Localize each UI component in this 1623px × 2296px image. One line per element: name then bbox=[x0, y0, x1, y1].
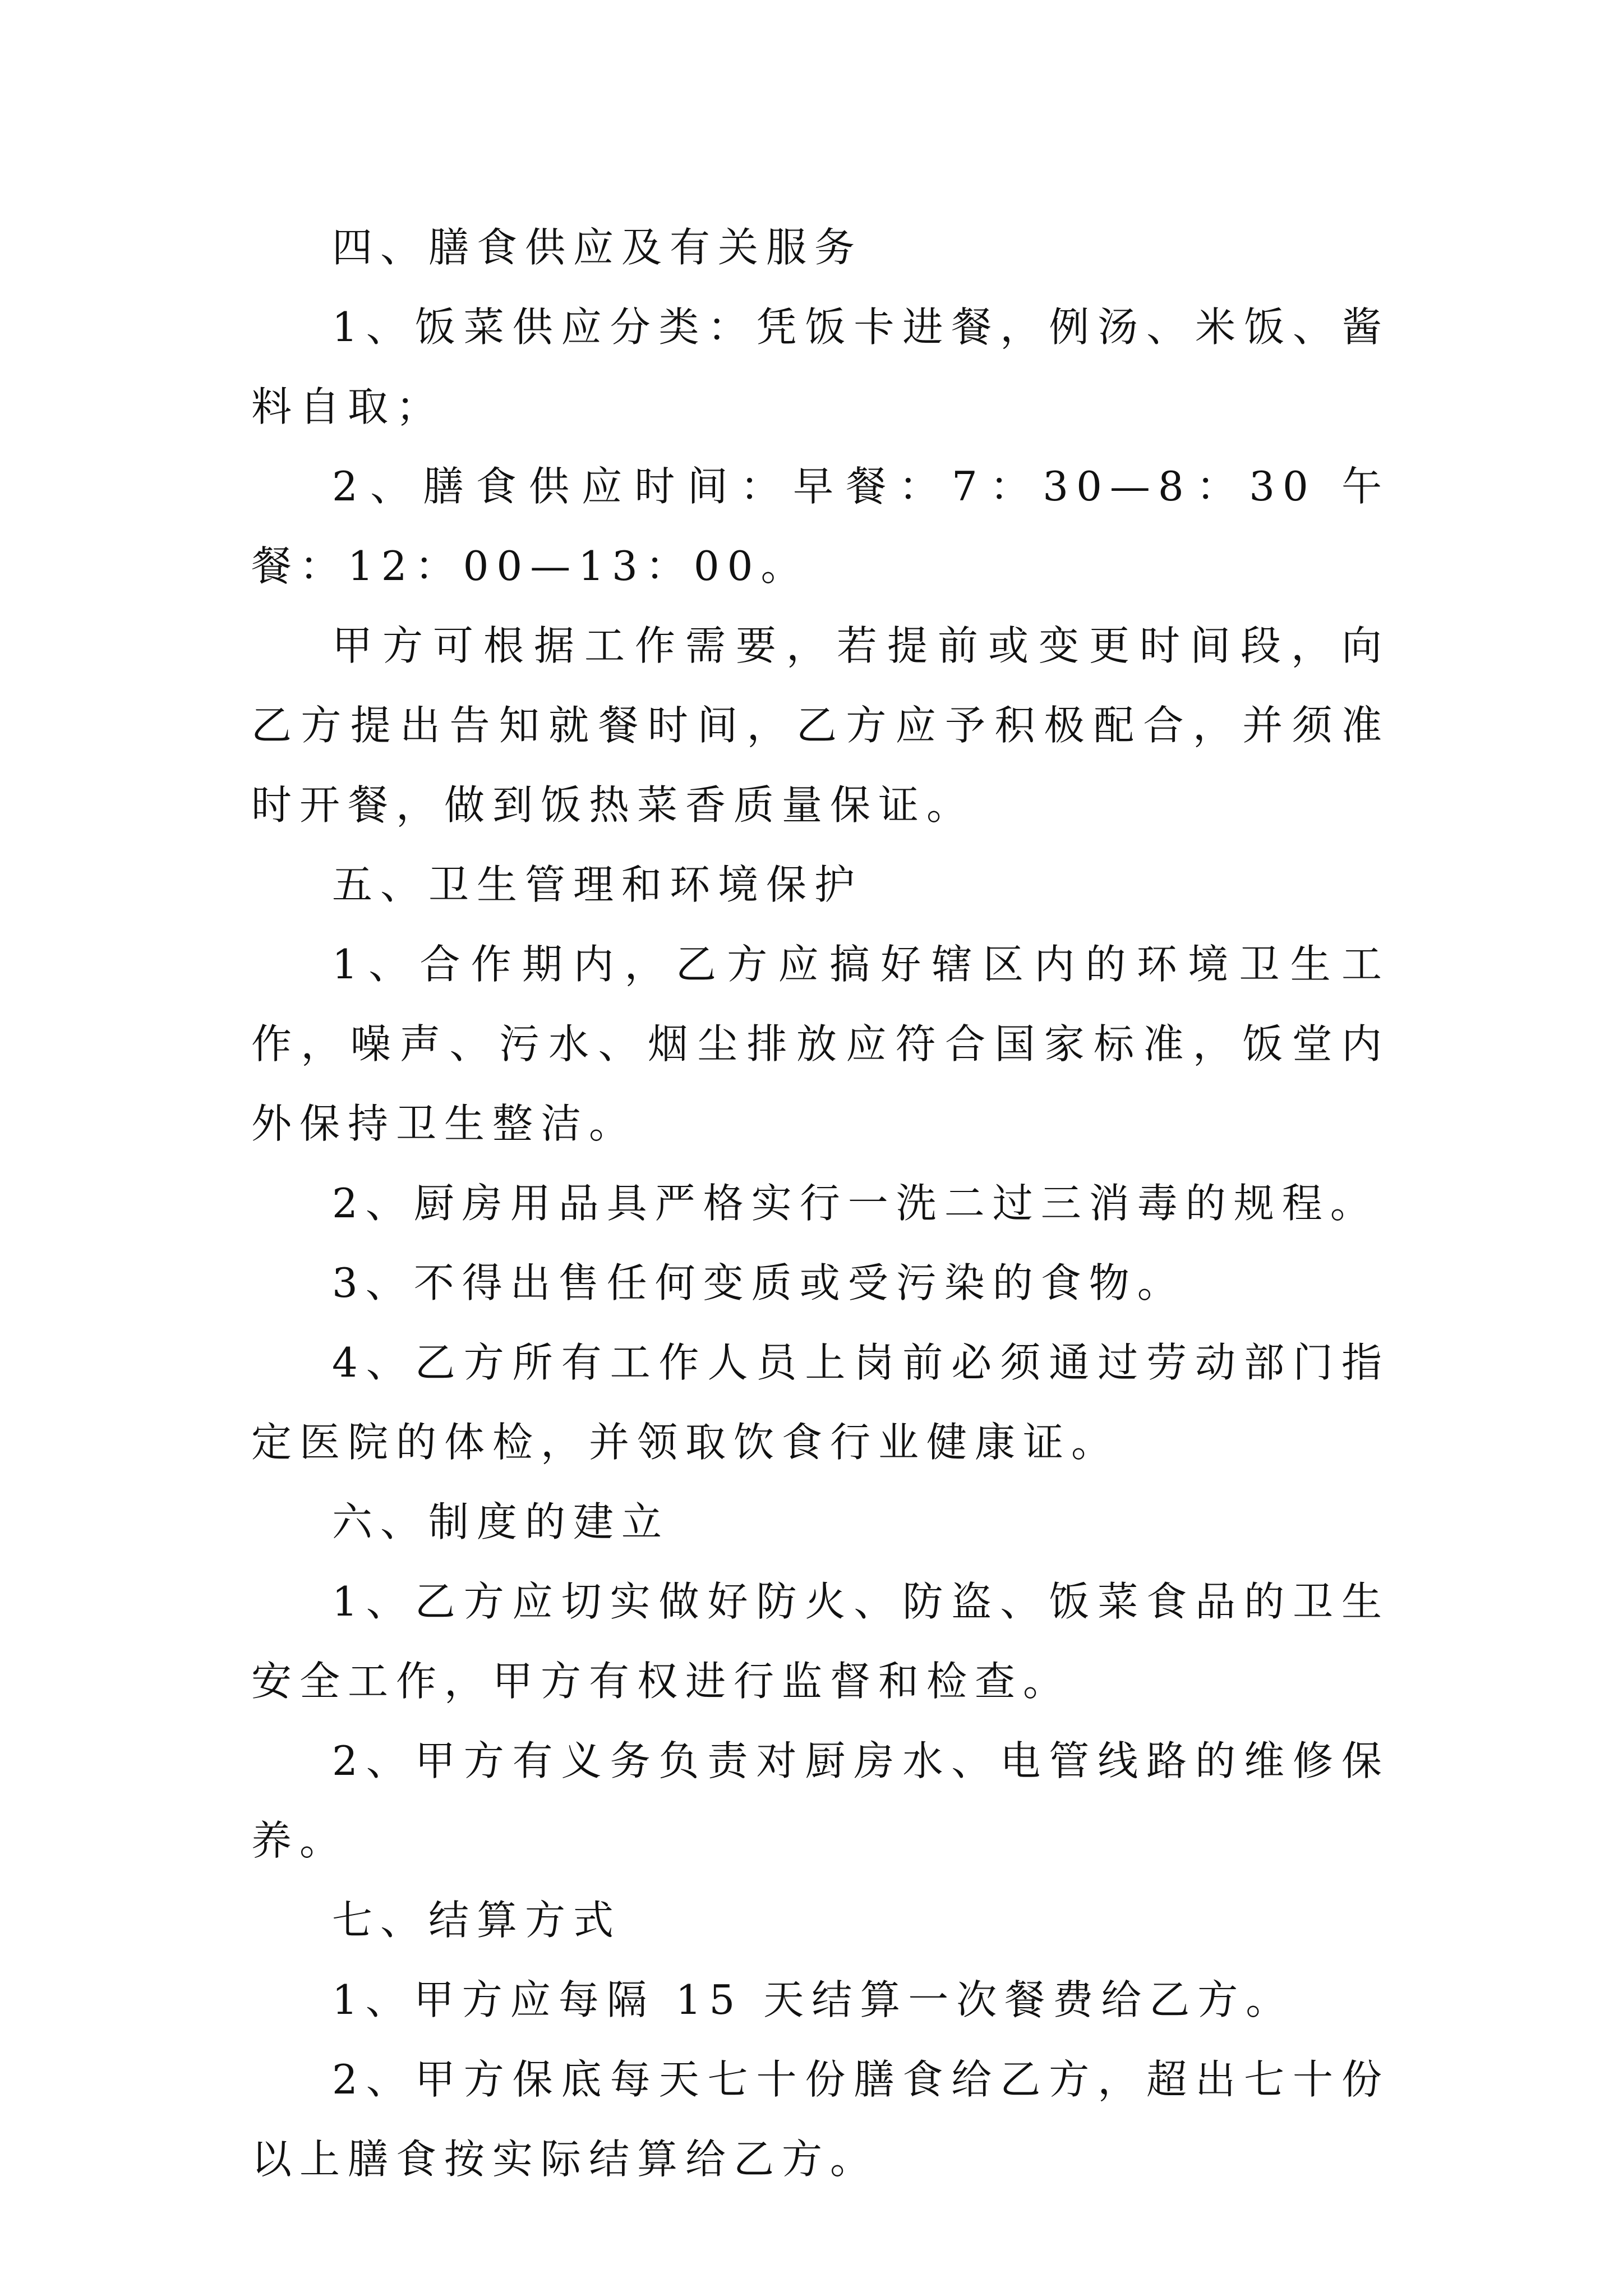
paragraph-meal-categories: 1、饭菜供应分类：凭饭卡进餐，例汤、米饭、酱料自取； bbox=[251, 303, 1390, 430]
document-body bbox=[251, 208, 1390, 2199]
paragraph-hygiene-1: 1、合作期内，乙方应搞好辖区内的环境卫生工作，噪声、污水、烟尘排放应符合国家标准，饭堂内外保持卫生整洁。 bbox=[251, 941, 1390, 1147]
paragraph-rules-2: 2、甲方有义务负责对厨房水、电管线路的维修保养。 bbox=[251, 1737, 1390, 1864]
section-heading-rules: 六、制度的建立 bbox=[332, 1498, 670, 1545]
paragraph-hygiene-2: 2、厨房用品具严格实行一洗二过三消毒的规程。 bbox=[332, 1180, 1378, 1227]
section-heading-meal-supply: 四、膳食供应及有关服务 bbox=[332, 224, 863, 271]
paragraph-hygiene-4: 4、乙方所有工作人员上岗前必须通过劳动部门指定医院的体检，并领取饮食行业健康证。 bbox=[251, 1339, 1390, 1466]
paragraph-settlement-1: 1、甲方应每隔 15 天结算一次餐费给乙方。 bbox=[332, 1976, 1294, 2023]
section-heading-hygiene: 五、卫生管理和环境保护 bbox=[332, 861, 863, 908]
paragraph-rules-1: 1、乙方应切实做好防火、防盗、饭菜食品的卫生安全工作，甲方有权进行监督和检查。 bbox=[251, 1578, 1390, 1705]
paragraph-settlement-2: 2、甲方保底每天七十份膳食给乙方，超出七十份以上膳食按实际结算给乙方。 bbox=[251, 2056, 1390, 2183]
paragraph-hygiene-3: 3、不得出售任何变质或受污染的食物。 bbox=[332, 1259, 1186, 1306]
section-heading-settlement: 七、结算方式 bbox=[332, 1897, 622, 1944]
paragraph-meal-times: 2、膳食供应时间：早餐：7：30—8：30 午餐：12：00—13：00。 bbox=[251, 463, 1390, 590]
paragraph-schedule-change: 甲方可根据工作需要，若提前或变更时间段，向乙方提出告知就餐时间，乙方应予积极配合，并须准时开餐，做到饭热菜香质量保证。 bbox=[251, 622, 1390, 829]
